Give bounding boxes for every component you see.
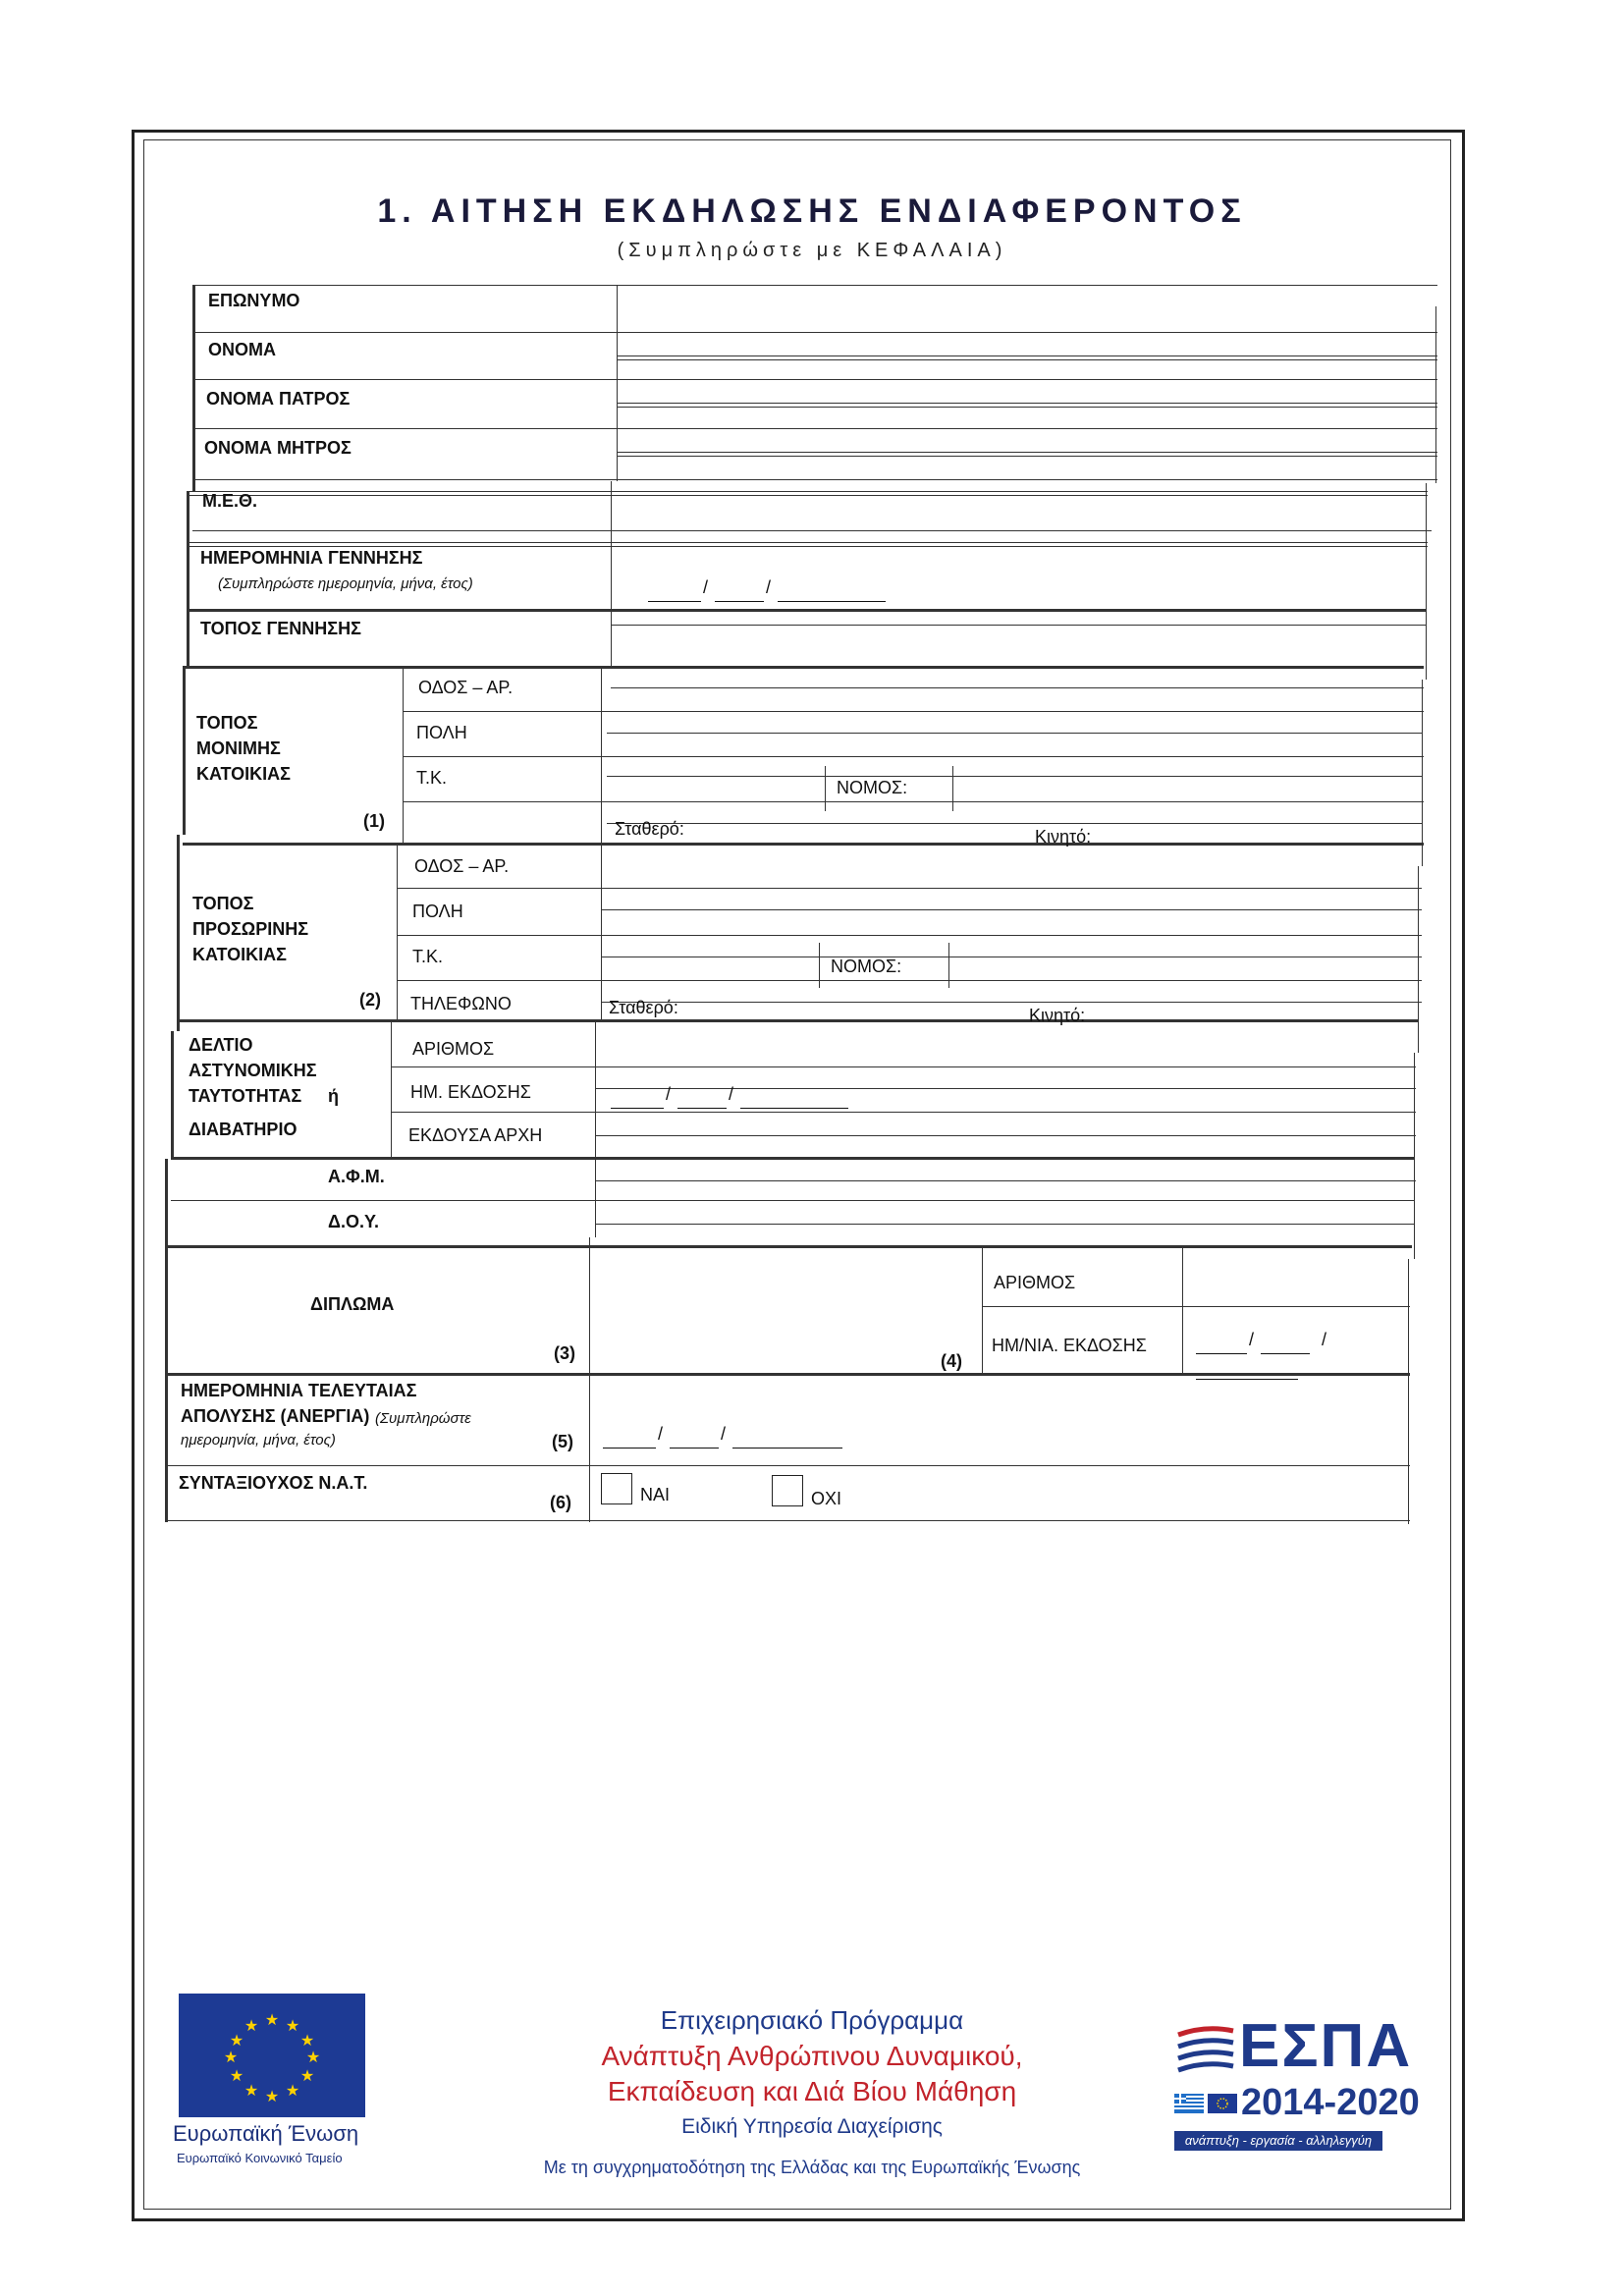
espa-years: 2014-2020 [1241, 2082, 1420, 2123]
diploma-note-4: (4) [941, 1351, 962, 1371]
label-afm: Α.Φ.Μ. [328, 1167, 385, 1186]
label-surname: ΕΠΩΝΥΜΟ [208, 291, 300, 310]
label-temporary-postcode: Τ.Κ. [412, 947, 444, 966]
label-last-dismissal-2: ΑΠΟΛΥΣΗΣ (ΑΝΕΡΓΙΑ) [181, 1406, 370, 1426]
pensioner-yes-checkbox[interactable] [601, 1473, 632, 1504]
program-line-2: Ανάπτυξη Ανθρώπινου Δυναμικού, [601, 2041, 1023, 2071]
label-temporary-city: ΠΟΛΗ [412, 902, 463, 921]
label-doy: Δ.Ο.Υ. [328, 1212, 379, 1231]
cofunding-line: Με τη συγχρηματοδότηση της Ελλάδας και της Ευρωπαϊκής Ένωσης [543, 2158, 1081, 2177]
espa-waves-icon [1174, 2023, 1237, 2083]
eu-caption: Ευρωπαϊκή Ένωση [173, 2121, 359, 2146]
label-birth-date: ΗΜΕΡΟΜΗΝΙΑ ΓΕΝΝΗΣΗΣ [200, 548, 423, 568]
espa-title: ΕΣΠΑ [1239, 2012, 1413, 2080]
label-birth-place: ΤΟΠΟΣ ΓΕΝΝΗΣΗΣ [200, 619, 361, 638]
eu-mini-flag-icon [1208, 2094, 1237, 2118]
dismissal-note-5: (5) [552, 1432, 573, 1451]
svg-text:★: ★ [264, 2087, 280, 2105]
greek-flag-icon [1174, 2094, 1204, 2118]
svg-text:★: ★ [223, 2048, 239, 2066]
label-mother-name: ΟΝΟΜΑ ΜΗΤΡΟΣ [204, 438, 352, 458]
label-temporary-landline: Σταθερό: [609, 998, 678, 1017]
label-diploma-number: ΑΡΙΘΜΟΣ [994, 1273, 1076, 1292]
espa-tagline: ανάπτυξη - εργασία - αλληλεγγύη [1174, 2131, 1382, 2151]
diploma-note-3: (3) [554, 1343, 575, 1363]
label-name: ΟΝΟΜΑ [208, 340, 276, 359]
label-id-authority: ΕΚΔΟΥΣΑ ΑΡΧΗ [408, 1125, 543, 1145]
label-pensioner: ΣΥΝΤΑΞΙΟΥΧΟΣ Ν.Α.Τ. [179, 1473, 368, 1493]
pensioner-note-6: (6) [550, 1493, 571, 1512]
last-dismissal-hint-2: ημερομηνία, μήνα, έτος) [181, 1432, 336, 1449]
svg-text:★: ★ [285, 2016, 300, 2035]
table-left-border [192, 285, 195, 491]
form-title: 1. ΑΙΤΗΣΗ ΕΚΔΗΛΩΣΗΣ ΕΝΔΙΑΦΕΡΟΝΤΟΣ [377, 192, 1247, 230]
birth-date-hint: (Συμπληρώστε ημερομηνία, μήνα, έτος) [218, 575, 473, 592]
svg-text:★: ★ [244, 2016, 259, 2035]
svg-text:★: ★ [244, 2081, 259, 2100]
program-line-1: Επιχειρησιακό Πρόγραμμα [660, 2005, 964, 2035]
svg-text:★: ★ [299, 2031, 315, 2050]
svg-text:★: ★ [229, 2066, 244, 2085]
label-temporary-mobile: Κινητό: [1029, 1006, 1086, 1025]
label-permanent-street: ΟΔΟΣ – ΑΡ. [418, 678, 514, 697]
svg-text:★: ★ [285, 2081, 300, 2100]
label-id-number: ΑΡΙΘΜΟΣ [412, 1039, 495, 1059]
form-subtitle: (Συμπληρώστε με ΚΕΦΑΛΑΙΑ) [617, 240, 1007, 261]
label-permanent-mobile: Κινητό: [1035, 827, 1092, 847]
label-last-dismissal: ΗΜΕΡΟΜΗΝΙΑ ΤΕΛΕΥΤΑΙΑΣ [181, 1381, 417, 1400]
program-line-3: Εκπαίδευση και Διά Βίου Μάθηση [607, 2076, 1017, 2106]
table-right-border [1435, 306, 1436, 483]
pensioner-yes-label: ΝΑΙ [640, 1485, 671, 1504]
svg-text:★: ★ [305, 2048, 321, 2066]
svg-text:★: ★ [229, 2031, 244, 2050]
label-father-name: ΟΝΟΜΑ ΠΑΤΡΟΣ [206, 389, 351, 409]
eu-subcaption: Ευρωπαϊκό Κοινωνικό Ταμείο [177, 2151, 343, 2165]
program-line-4: Ειδική Υπηρεσία Διαχείρισης [681, 2115, 943, 2138]
label-diploma: ΔΙΠΛΩΜΑ [310, 1294, 395, 1314]
label-meth: Μ.Ε.Θ. [202, 491, 258, 511]
label-permanent-postcode: Τ.Κ. [416, 768, 448, 788]
label-permanent-city: ΠΟΛΗ [416, 723, 467, 742]
label-permanent-landline: Σταθερό: [615, 819, 684, 839]
pensioner-no-label: ΟΧΙ [811, 1489, 842, 1508]
label-id-issue-date: ΗΜ. ΕΚΔΟΣΗΣ [410, 1082, 531, 1102]
label-temporary-phone: ΤΗΛΕΦΩΝΟ [410, 994, 512, 1013]
label-temporary-street: ΟΔΟΣ – ΑΡ. [414, 856, 510, 876]
label-diploma-issue-date: ΗΜ/ΝΙΑ. ΕΚΔΟΣΗΣ [992, 1336, 1147, 1355]
svg-text:★: ★ [299, 2066, 315, 2085]
pensioner-no-checkbox[interactable] [772, 1475, 803, 1506]
last-dismissal-hint: (Συμπληρώστε [375, 1410, 471, 1427]
label-permanent-prefecture: ΝΟΜΟΣ: [837, 778, 908, 797]
label-temporary-prefecture: ΝΟΜΟΣ: [831, 957, 902, 976]
svg-text:★: ★ [264, 2010, 280, 2029]
